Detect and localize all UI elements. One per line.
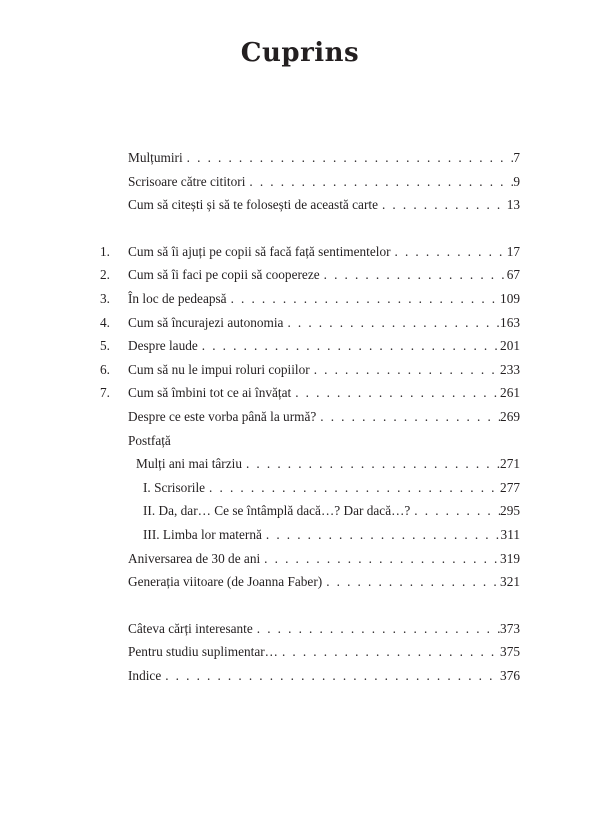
toc-entry-page: 7 xyxy=(513,150,520,165)
dot-leader xyxy=(260,547,500,571)
dot-leader xyxy=(205,476,500,500)
toc-entry-how-to-read xyxy=(100,193,520,217)
dot-leader xyxy=(227,287,500,311)
dot-leader xyxy=(262,523,501,547)
page-title: Cuprins xyxy=(240,38,360,68)
toc-entry-label: Cum să citești și să te folosești de această carte xyxy=(128,197,378,213)
toc-entry-label: Mulțumiri xyxy=(128,150,183,165)
chapter-number: 4. xyxy=(100,314,110,330)
dot-leader xyxy=(410,499,500,523)
toc-chapter-6 xyxy=(100,358,520,382)
toc-chapter-2 xyxy=(100,263,520,287)
toc-entry-label: II. Da, dar… Ce se întâmplă dacă…? Dar dacă…? xyxy=(143,503,411,519)
toc-entry-label: Cum să îi ajuți pe copii să facă față sentimentelor xyxy=(128,243,391,259)
toc-entry-letters xyxy=(100,476,520,500)
toc-entry-label: Cum să îi faci pe copii să coopereze xyxy=(128,267,320,283)
toc-entry-label: Cum să nu le impui roluri copiilor xyxy=(128,361,310,377)
toc-chapter-3 xyxy=(100,287,520,311)
toc-entry-yes-but xyxy=(100,499,520,523)
toc-entry-label: În loc de pedeapsă xyxy=(128,290,227,306)
dot-leader xyxy=(322,570,500,594)
toc-entry-label: Despre ce este vorba până la urmă? xyxy=(128,408,317,424)
toc-entry-page: 163 xyxy=(500,314,520,330)
toc-entry-page: 67 xyxy=(506,267,520,283)
toc-entry-page: 373 xyxy=(500,620,520,636)
toc-entry-label: Pentru studiu suplimentar… xyxy=(128,644,278,660)
table-of-contents xyxy=(100,146,520,687)
toc-chapter-5 xyxy=(100,334,520,358)
toc-front-matter xyxy=(100,146,520,217)
dot-leader xyxy=(378,193,507,217)
toc-entry-letter-to-readers xyxy=(100,170,520,194)
chapter-number: 1. xyxy=(100,243,110,259)
toc-entry-page: 375 xyxy=(500,644,520,660)
toc-entry-acknowledgements xyxy=(100,146,520,170)
dot-leader xyxy=(278,640,500,664)
toc-entry-page: 269 xyxy=(500,408,520,424)
toc-back-matter xyxy=(100,617,520,688)
toc-entry-label: III. Limba lor maternă xyxy=(143,526,262,542)
dot-leader xyxy=(316,405,500,429)
toc-entry-label: Cum să încurajezi autonomia xyxy=(128,314,284,330)
dot-leader xyxy=(253,617,500,641)
toc-chapter-7 xyxy=(100,381,520,405)
toc-entry-page: 277 xyxy=(500,479,520,495)
toc-entry-page: 295 xyxy=(500,503,520,519)
dot-leader xyxy=(245,170,513,194)
dot-leader xyxy=(310,358,500,382)
toc-entry-what-its-about xyxy=(100,405,520,429)
toc-entry-label: Aniversarea de 30 de ani xyxy=(128,550,261,566)
toc-entry-label: Scrisoare către cititori xyxy=(128,173,246,189)
toc-entry-further-study xyxy=(100,640,520,664)
toc-entry-page: 17 xyxy=(506,243,520,259)
toc-entry-label: Câteva cărți interesante xyxy=(128,620,253,636)
chapter-number: 7. xyxy=(100,385,110,401)
toc-entry-page: 261 xyxy=(500,385,520,401)
chapter-number: 6. xyxy=(100,361,110,377)
toc-entry-label: I. Scrisorile xyxy=(143,479,206,495)
dot-leader xyxy=(198,334,500,358)
toc-entry-many-years-later xyxy=(100,452,520,476)
toc-entry-page: 311 xyxy=(500,526,520,542)
toc-entry-label: Indice xyxy=(128,667,162,683)
toc-entry-page: 319 xyxy=(500,550,520,566)
toc-entry-label: Cum să îmbini tot ce ai învățat xyxy=(128,385,292,401)
dot-leader xyxy=(320,263,507,287)
toc-entry-label: Postfață xyxy=(128,432,171,448)
dot-leader xyxy=(283,311,500,335)
toc-chapter-4 xyxy=(100,311,520,335)
toc-entry-page: 9 xyxy=(513,173,520,189)
toc-entry-afterword xyxy=(100,429,520,453)
dot-leader xyxy=(242,452,500,476)
toc-entry-index xyxy=(100,664,520,688)
toc-entry-30th-anniversary xyxy=(100,547,520,571)
toc-entry-page: 109 xyxy=(500,290,520,306)
dot-leader xyxy=(183,146,514,170)
chapter-number: 5. xyxy=(100,338,110,354)
toc-entry-label: Generația viitoare (de Joanna Faber) xyxy=(128,574,323,590)
toc-entry-mother-tongue xyxy=(100,523,520,547)
toc-chapter-1 xyxy=(100,240,520,264)
toc-entry-interesting-books xyxy=(100,617,520,641)
dot-leader xyxy=(161,664,500,688)
toc-entry-page: 321 xyxy=(500,574,520,590)
chapter-number: 3. xyxy=(100,290,110,306)
toc-entry-page: 376 xyxy=(500,667,520,683)
dot-leader xyxy=(391,240,507,264)
toc-entry-next-generation xyxy=(100,570,520,594)
toc-entry-label: Despre laude xyxy=(128,338,198,354)
toc-entry-page: 201 xyxy=(500,338,520,354)
toc-entry-page: 271 xyxy=(500,456,520,472)
toc-entry-page: 13 xyxy=(506,197,520,213)
dot-leader xyxy=(291,381,500,405)
toc-chapters xyxy=(100,240,520,594)
toc-entry-label: Mulți ani mai târziu xyxy=(136,456,242,472)
toc-entry-page: 233 xyxy=(500,361,520,377)
chapter-number: 2. xyxy=(100,267,110,283)
